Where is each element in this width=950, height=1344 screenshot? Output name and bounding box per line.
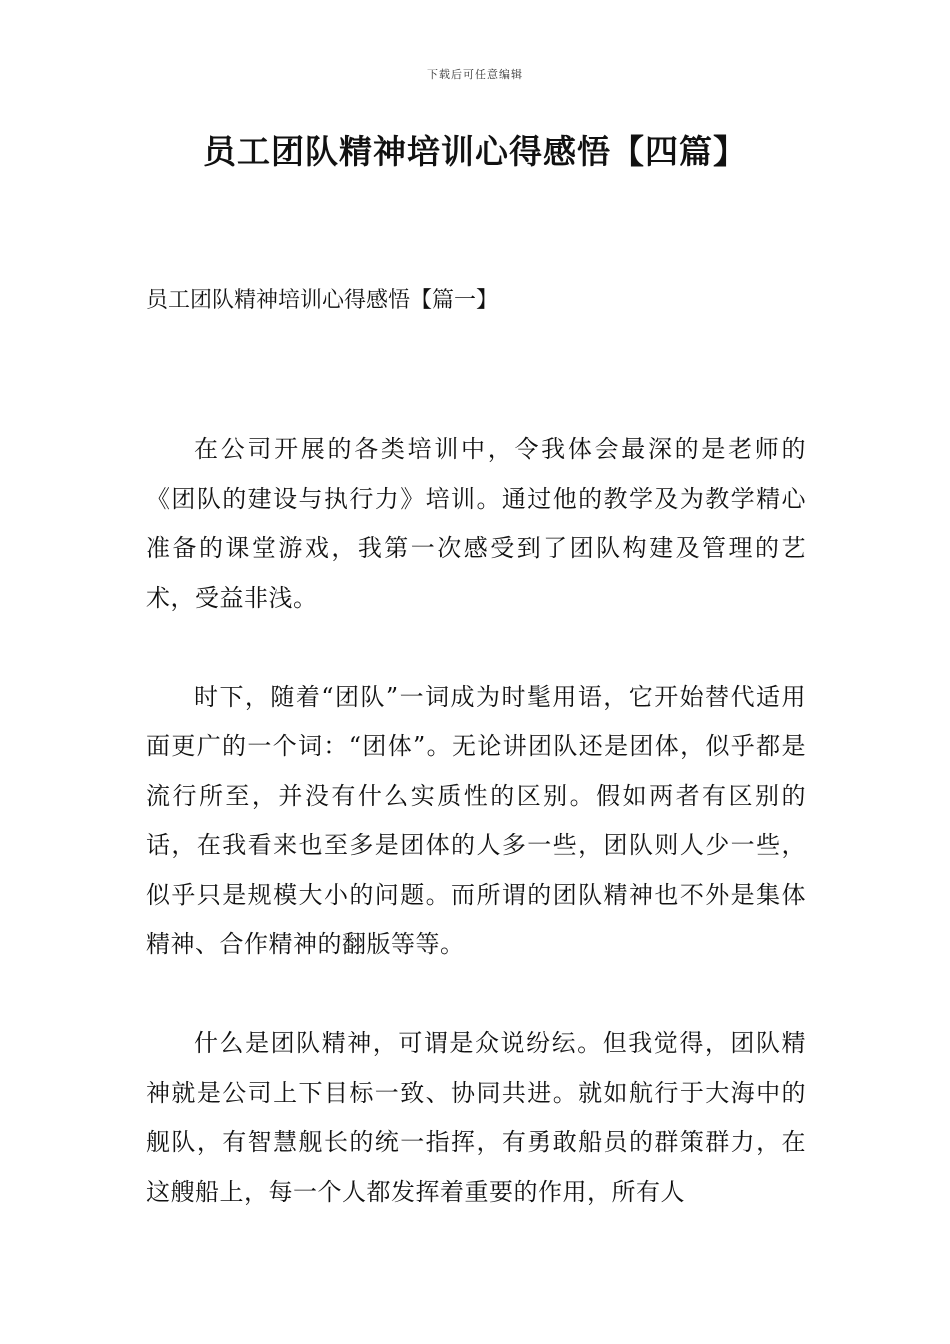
body-text bbox=[146, 425, 806, 1267]
document-title: 员工团队精神培训心得感悟【四篇】 bbox=[203, 132, 747, 171]
header-note: 下载后可任意编辑 bbox=[427, 68, 523, 81]
paragraph: 在公司开展的各类培训中，令我体会最深的是老师的《团队的建设与执行力》培训。通过他的教学及为教学精心准备的课堂游戏，我第一次感受到了团队构建及管理的艺术，受益非浅。 bbox=[146, 435, 806, 612]
paragraph: 时下，随着“团队”一词成为时髦用语，它开始替代适用面更广的一个词：“团体”。无论讲团队还是团体，似乎都是流行所至，并没有什么实质性的区别。假如两者有区别的话，在我看来也至多是团体的人多一些，团队则人少一些，似乎只是规模大小的问题。而所谓的团队精神也不外是集体精神、合作精神的翻版等等。 bbox=[146, 682, 806, 958]
paragraph: 什么是团队精神，可谓是众说纷纭。但我觉得，团队精神就是公司上下目标一致、协同共进。就如航行于大海中的舰队，有智慧舰长的统一指挥，有勇敢船员的群策群力，在这艘船上，每一个人都发挥着重要的作用，所有人 bbox=[146, 1029, 806, 1206]
section-heading: 员工团队精神培训心得感悟【篇一】 bbox=[146, 288, 499, 313]
